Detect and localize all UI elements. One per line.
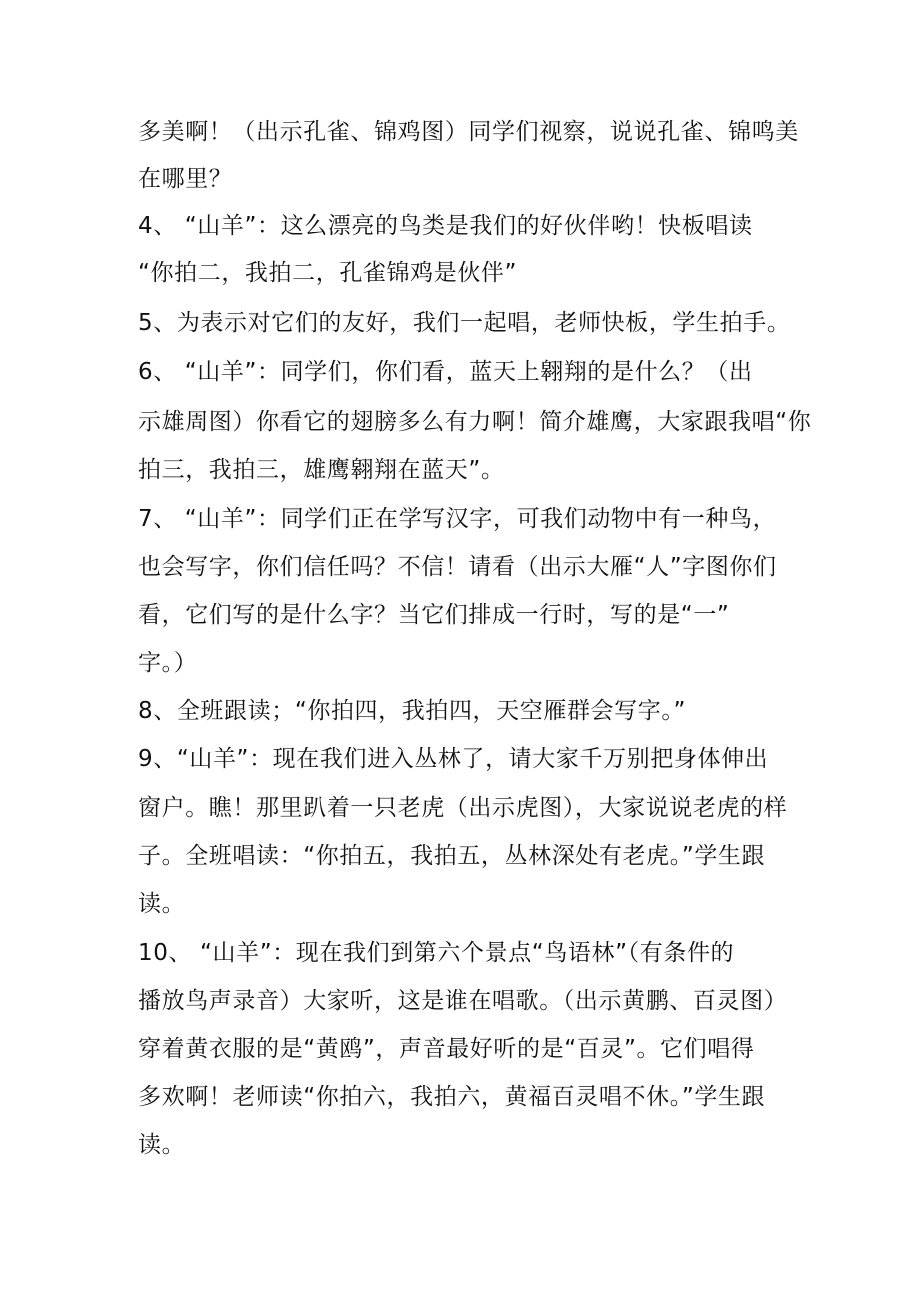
text-line: 播放鸟声录音）大家听，这是谁在唱歌。（出示黄鹏、百灵图） bbox=[138, 988, 788, 1014]
text-line: 9、“山羊”：现在我们进入丛林了，请大家千万别把身体伸出 bbox=[138, 746, 769, 772]
text-line: “你拍二，我拍二，孔雀锦鸡是伙伴” bbox=[138, 260, 518, 286]
text-line: 4、 “山羊”：这么漂亮的鸟类是我们的好伙伴哟！快板唱读 bbox=[138, 213, 753, 239]
text-line: 10、 “山羊”：现在我们到第六个景点“鸟语林”（有条件的 bbox=[138, 940, 735, 966]
text-line: 看，它们写的是什么字？当它们排成一行时，写的是“一” bbox=[138, 602, 730, 628]
text-line: 子。全班唱读：“你拍五，我拍五，丛林深处有老虎。”学生跟 bbox=[138, 843, 766, 869]
text-line: 拍三，我拍三，雄鹰翱翔在蓝天”。 bbox=[138, 457, 505, 483]
text-line: 在哪里？ bbox=[138, 166, 233, 192]
text-line: 窗户。瞧！那里趴着一只老虎（出示虎图），大家说说老虎的样 bbox=[138, 795, 788, 821]
text-line: 6、 “山羊”：同学们，你们看，蓝天上翱翔的是什么？（出 bbox=[138, 359, 753, 385]
text-line: 5、为表示对它们的友好，我们一起唱，老师快板，学生拍手。 bbox=[138, 310, 791, 336]
text-line: 7、 “山羊”：同学们正在学写汉字，可我们动物中有一种鸟， bbox=[138, 506, 777, 532]
text-line: 多美啊！（出示孔雀、锦鸡图）同学们视察，说说孔雀、锦鸣美 bbox=[138, 119, 799, 145]
text-line: 字。） bbox=[138, 650, 198, 676]
text-line: 多欢啊！老师读“你拍六，我拍六，黄福百灵唱不休。”学生跟 bbox=[138, 1084, 766, 1110]
text-line: 读。 bbox=[138, 891, 186, 917]
text-line: 示雄周图）你看它的翅膀多么有力啊！简介雄鹰，大家跟我唱“你 bbox=[138, 409, 812, 435]
text-line: 读。 bbox=[138, 1132, 186, 1158]
text-line: 8、全班跟读；“你拍四，我拍四，天空雁群会写字。” bbox=[138, 698, 686, 724]
text-line: 也会写字，你们信任吗？不信！请看（出示大雁“人”字图你们 bbox=[138, 554, 777, 580]
text-line: 穿着黄衣服的是“黄鸥”，声音最好听的是“百灵”。它们唱得 bbox=[138, 1036, 755, 1062]
